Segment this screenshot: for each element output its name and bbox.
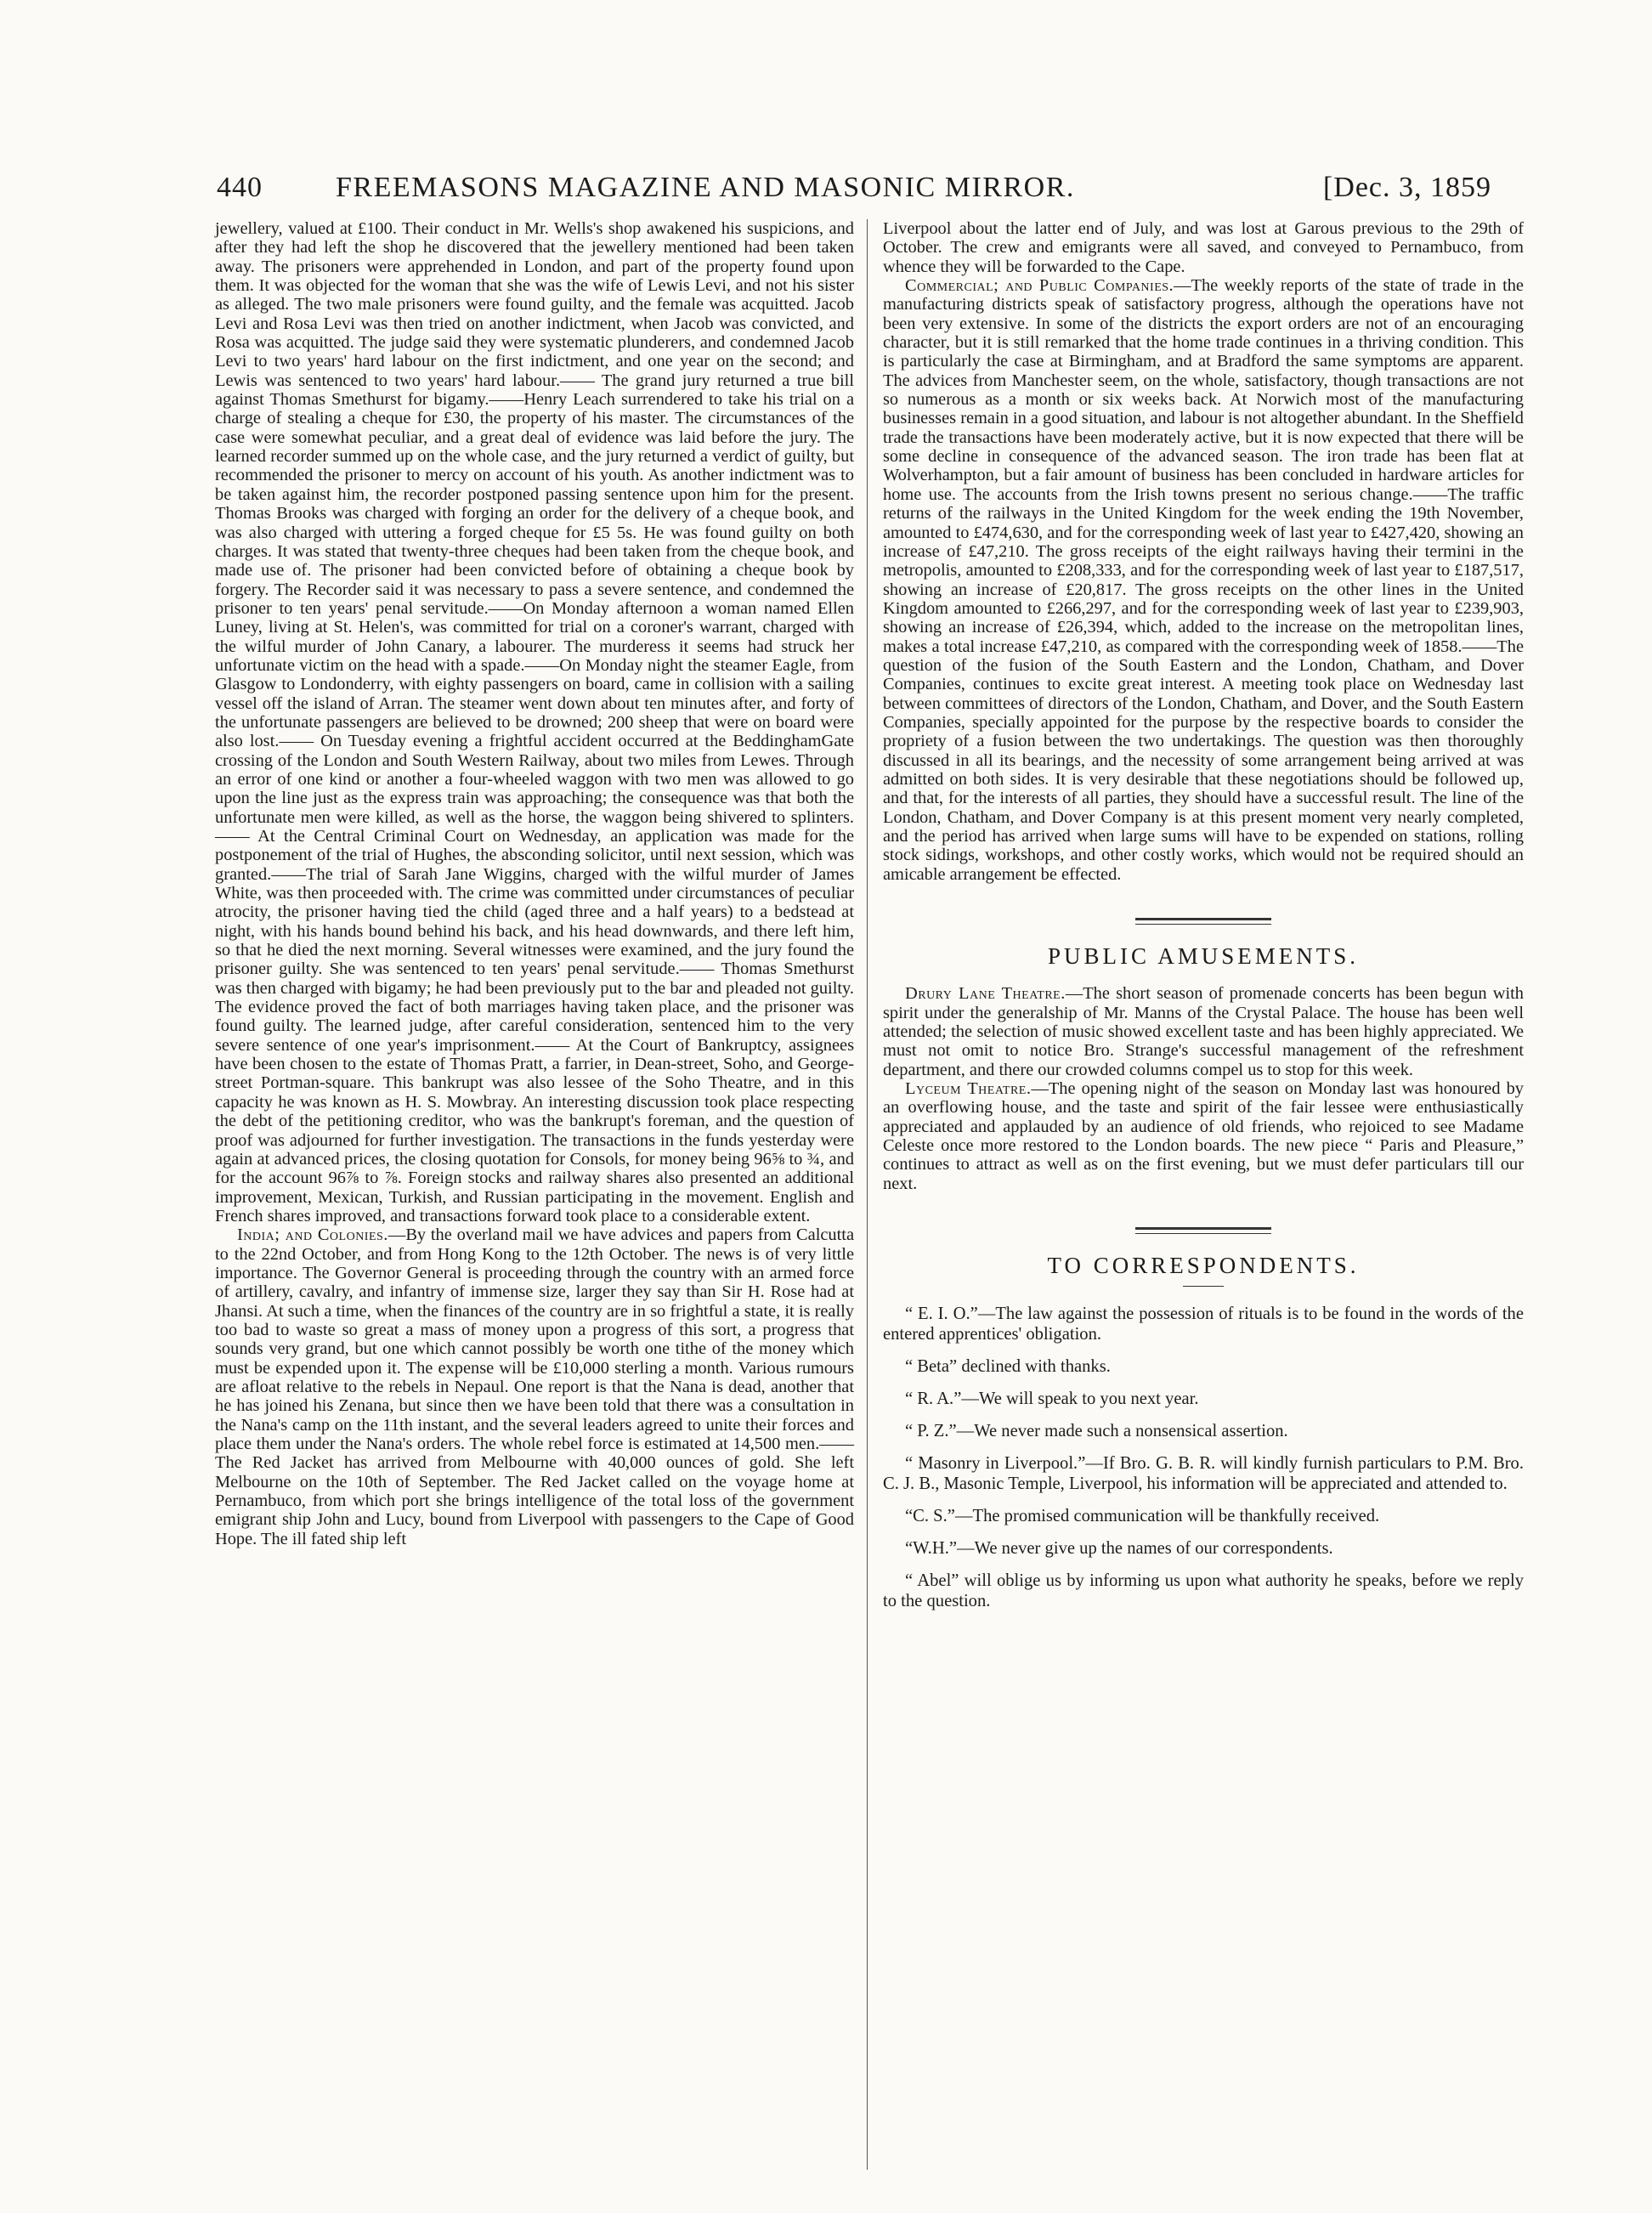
india-colonies-heading: India; and Colonies. [237,1225,388,1245]
lyceum-paragraph [883,1079,1524,1193]
news-paragraph: jewellery, valued at £100. Their conduct in Mr. Wells's shop awakened his suspicions, and after they had left the shop he discovered that the jewellery mentioned had been taken away. The prisoners were apprehended in London, and part of the property found upon them. It was objected for the woman that she was the wife of Lewis Levi, and not his sister as alleged. The two male prisoners were found guilty, and the female was acquitted. Jacob Levi and Rosa Levi was then tried on another indictment, when Jacob was convicted, and Rosa was acquitted. The judge said they were systematic plunderers, and condemned Jacob Levi to two years' hard labour on the first indictment, and one year on the second; and Lewis was sentenced to two years' hard labour.—— The grand jury returned a true bill against Thomas Smethurst for bigamy.——Henry Leach surrendered to take his trial on a charge of stealing a cheque for £30, the property of his master. The circumstances of the case were somewhat peculiar, and a great deal of evidence was laid before the jury. The learned recorder summed up on the whole case, and the jury returned a verdict of guilty, but recommended the prisoner to mercy on account of his youth. As another indictment was to be taken against him, the recorder postponed passing sentence upon him for the present. Thomas Brooks was charged with forging an order for the delivery of a cheque book, and was also charged with uttering a forged cheque for £5 5s. He was found guilty on both charges. It was stated that twenty-three cheques had been taken from the cheque book, and made use of. The prisoner had been convicted before of obtaining a cheque book by forgery. The Recorder said it was necessary to pass a severe sentence, and condemned the prisoner to ten years' penal servitude.——On Monday afternoon a woman named Ellen Luney, living at St. Helen's, was committed for trial on a coroner's warrant, charged with the wilful murder of John Canary, a labourer. The murderess it seems had struck her unfortunate victim on the head with a spade.——On Monday night the steamer Eagle, from Glasgow to Londonderry, with eighty passengers on board, came in collision with a sailing vessel off the island of Arran. The steamer went down about ten minutes after, and forty of the unfortunate passengers are believed to be drowned; 200 sheep that were on board were also lost.—— On Tuesday evening a frightful accident occurred at the BeddinghamGate crossing of the London and South Western Railway, about two miles from Lewes. Through an error of one kind or another a four-wheeled waggon with two men was allowed to go upon the line just as the express train was approaching; the consequence was that both the unfortunate men were killed, as well as the horse, the waggon being shivered to splinters.—— At the Central Criminal Court on Wednesday, an application was made for the postponement of the trial of Hughes, the absconding solicitor, until next session, which was granted.——The trial of Sarah Jane Wiggins, charged with the wilful murder of James White, was then proceeded with. The crime was committed under circumstances of peculiar atrocity, the prisoner having tied the child (aged three and a half years) to a bedstead at night, with his hands bound behind his back, and his head downwards, and there left him, so that he died the next morning. Several witnesses were examined, and the jury found the prisoner guilty. She was sentenced to ten years' penal servitude.—— Thomas Smethurst was then charged with bigamy; he had been previously put to the bar and pleaded not guilty. The evidence proved the fact of both marriages having taken place, and the prisoner was found guilty. The learned judge, after careful consideration, sentenced him to the very severe sentence of one year's imprisonment.—— At the Court of Bankruptcy, assignees have been chosen to the estate of Thomas Pratt, a farrier, in Dean-street, Soho, and George-street Portman-square. This bankrupt was also lessee of the Soho Theatre, and in this capacity he was known as H. S. Mowbray. An interesting discussion took place respecting the debt of the petitioning creditor, who was the bankrupt's foreman, and the question of proof was adjourned for further investigation. The transactions in the funds yesterday were again at advanced prices, the closing quotation for Consols, for money being 96⅝ to ¾, and for the account 96⅞ to ⅞. Foreign stocks and railway shares also presented an additional improvement, Mexican, Turkish, and Russian participating in the movement. English and French shares improved, and transactions forward took place to a considerable extent. [215,219,854,1225]
page-number: 440 [217,172,263,203]
lyceum-heading: Lyceum Theatre. [905,1079,1032,1099]
to-correspondents-heading: TO CORRESPONDENTS. [1047,1253,1360,1279]
india-colonies-text: —By the overland mail we have advices and papers from Calcutta to the 22nd October, and from Hong Kong to the 12th October. The news is of very little importance. The Governor General is proceeding through the country with an armed force of artillery, cavalry, and infantry of immense size, larger they say than Sir H. Rose had at Jhansi. At such a time, when the finances of the country are in so frightful a state, it is really too bad to waste so great a mass of money upon a progress of this sort, a progress that sounds very grand, but one which cannot possibly be worth one tithe of the money which must be expended upon it. The expense will be £10,000 sterling a month. Various rumours are afloat relative to the rebels in Nepaul. One report is that the Nana is dead, another that he has joined his Zenana, but since then we have been told that there was a consultation in the Nana's camp on the 11th instant, and the several leaders agreed to unite their forces and place them under the Nana's orders. The whole rebel force is estimated at 14,500 men.——The Red Jacket has arrived from Melbourne with 40,000 ounces of gold. She left Melbourne on the 10th of September. The Red Jacket called on the voyage home at Pernambuco, from which port she brings intelligence of the total loss of the government emigrant ship John and Lucy, bound from Liverpool with passengers to the Cape of Good Hope. The ill fated ship left [215,1225,854,1548]
drury-lane-text: —The short season of promenade concerts has been begun with spirit under the generalship of Mr. Manns of the Crystal Palace. The house has been well attended; the selection of music showed excellent taste and has been highly appreciated. We must not omit to notice Bro. Strange's successful management of the refreshment department, and there our crowded columns compel us to stop for this week. [883,984,1525,1079]
correspondent-note: “ Masonry in Liverpool.”—If Bro. G. B. R. will kindly furnish particulars to P.M. Bro. C. J. B., Masonic Temple, Liverpool, his information will be appreciated and attended to. [883,1453,1524,1493]
commercial-text: —The weekly reports of the state of trade in the manufacturing districts speak of satisfactory progress, although the operations have not been very extensive. In some of the districts the export orders are not of an encouraging character, but it is still remarked that the home trade continues in a thriving condition. This is particularly the case at Birmingham, and at Bradford the same symptoms are apparent. The advices from Manchester seem, on the whole, satisfactory, though transactions are not so numerous as a month or six weeks back. At Norwich most of the manufacturing businesses remain in a good situation, and labour is not altogether abundant. In the Sheffield trade the transactions have been moderately active, but it is now expected that there will be some decline in consequence of the advanced season. The iron trade has been flat at Wolverhampton, but a fair amount of business has been concluded in hardware articles for home use. The accounts from the Irish towns present no serious change.——The traffic returns of the railways in the United Kingdom for the week ending the 19th November, amounted to £474,630, and for the corresponding week of last year to £427,420, showing an increase of £47,210. The gross receipts of the eight railways having their termini in the metropolis, amounted to £208,333, and for the corresponding week of last year to £187,517, showing an increase of £20,817. The gross receipts on the other lines in the United Kingdom amounted to £266,297, and for the corresponding week of last year to £239,903, showing an increase of £26,394, which, added to the increase on the metropolitan lines, makes a total increase £47,210, as compared with the corresponding week of 1858.——The question of the fusion of the South Eastern and the London, Chatham, and Dover Companies, continues to excite great interest. A meeting took place on Wednesday last between committees of directors of the London, Chatham, and Dover, and the South Eastern Companies, specially appointed for the purpose by the respective boards to consider the propriety of a fusion between the two undertakings. The question was then thoroughly discussed in all its bearings, and the necessity of some arrangement being arrived at was admitted on both sides. It is very desirable that these negotiations should be followed up, and that, for the interests of all parties, they should have a successful result. The line of the London, Chatham, and Dover Company is at this present moment very nearly completed, and the period has arrived when large sums will have to be expended on stations, rolling stock sidings, workshops, and other costly works, which would not be required should an amicable arrangement be effected. [883,276,1524,884]
section-divider [1135,1227,1271,1234]
india-colonies-paragraph [215,1225,854,1548]
continuation-paragraph: Liverpool about the latter end of July, and was lost at Garous previous to the 29th of October. The crew and emigrants were all saved, and conveyed to Pernambuco, from whence they will be forwarded to the Cape. [883,219,1524,276]
correspondent-note: “C. S.”—The promised communication will be thankfully received. [905,1506,1380,1525]
correspondent-note: “ R. A.”—We will speak to you next year. [905,1389,1199,1408]
correspondent-note: “ Beta” declined with thanks. [905,1356,1111,1376]
drury-lane-heading: Drury Lane Theatre. [905,984,1066,1004]
correspondent-note: “ E. I. O.”—The law against the possession of rituals is to be found in the words of the entered apprentices' obligation. [883,1304,1524,1344]
column-divider [867,219,868,2170]
masthead-title: FREEMASONS MAGAZINE AND MASONIC MIRROR. [336,172,1075,203]
issue-date: [Dec. 3, 1859 [1322,172,1491,203]
correspondent-note: “ Abel” will oblige us by informing us upon what authority he speaks, before we reply to the question. [883,1571,1524,1610]
commercial-paragraph [883,276,1524,884]
section-divider [1135,918,1271,925]
public-amusements-heading: PUBLIC AMUSEMENTS. [1047,943,1360,970]
left-column [215,219,854,1548]
correspondent-note: “ P. Z.”—We never made such a nonsensical assertion. [905,1421,1288,1440]
page-header [217,172,1491,214]
lyceum-text: —The opening night of the season on Monday last was honoured by an overflowing house, and the taste and spirit of the fair lessee were enthusiastically appreciated and applauded by an audience of old friends, who rejoiced to see Madame Celeste once more restored to the London boards. The new piece “ Paris and Pleasure,” continues to attract as well as on the first evening, but we must defer particulars till our next. [883,1079,1524,1193]
correspondent-note: “W.H.”—We never give up the names of our correspondents. [905,1538,1333,1558]
drury-lane-paragraph [883,984,1524,1079]
commercial-heading: Commercial; and Public Companies. [905,276,1174,296]
right-column [883,219,1524,1623]
heading-rule [1183,1286,1224,1287]
